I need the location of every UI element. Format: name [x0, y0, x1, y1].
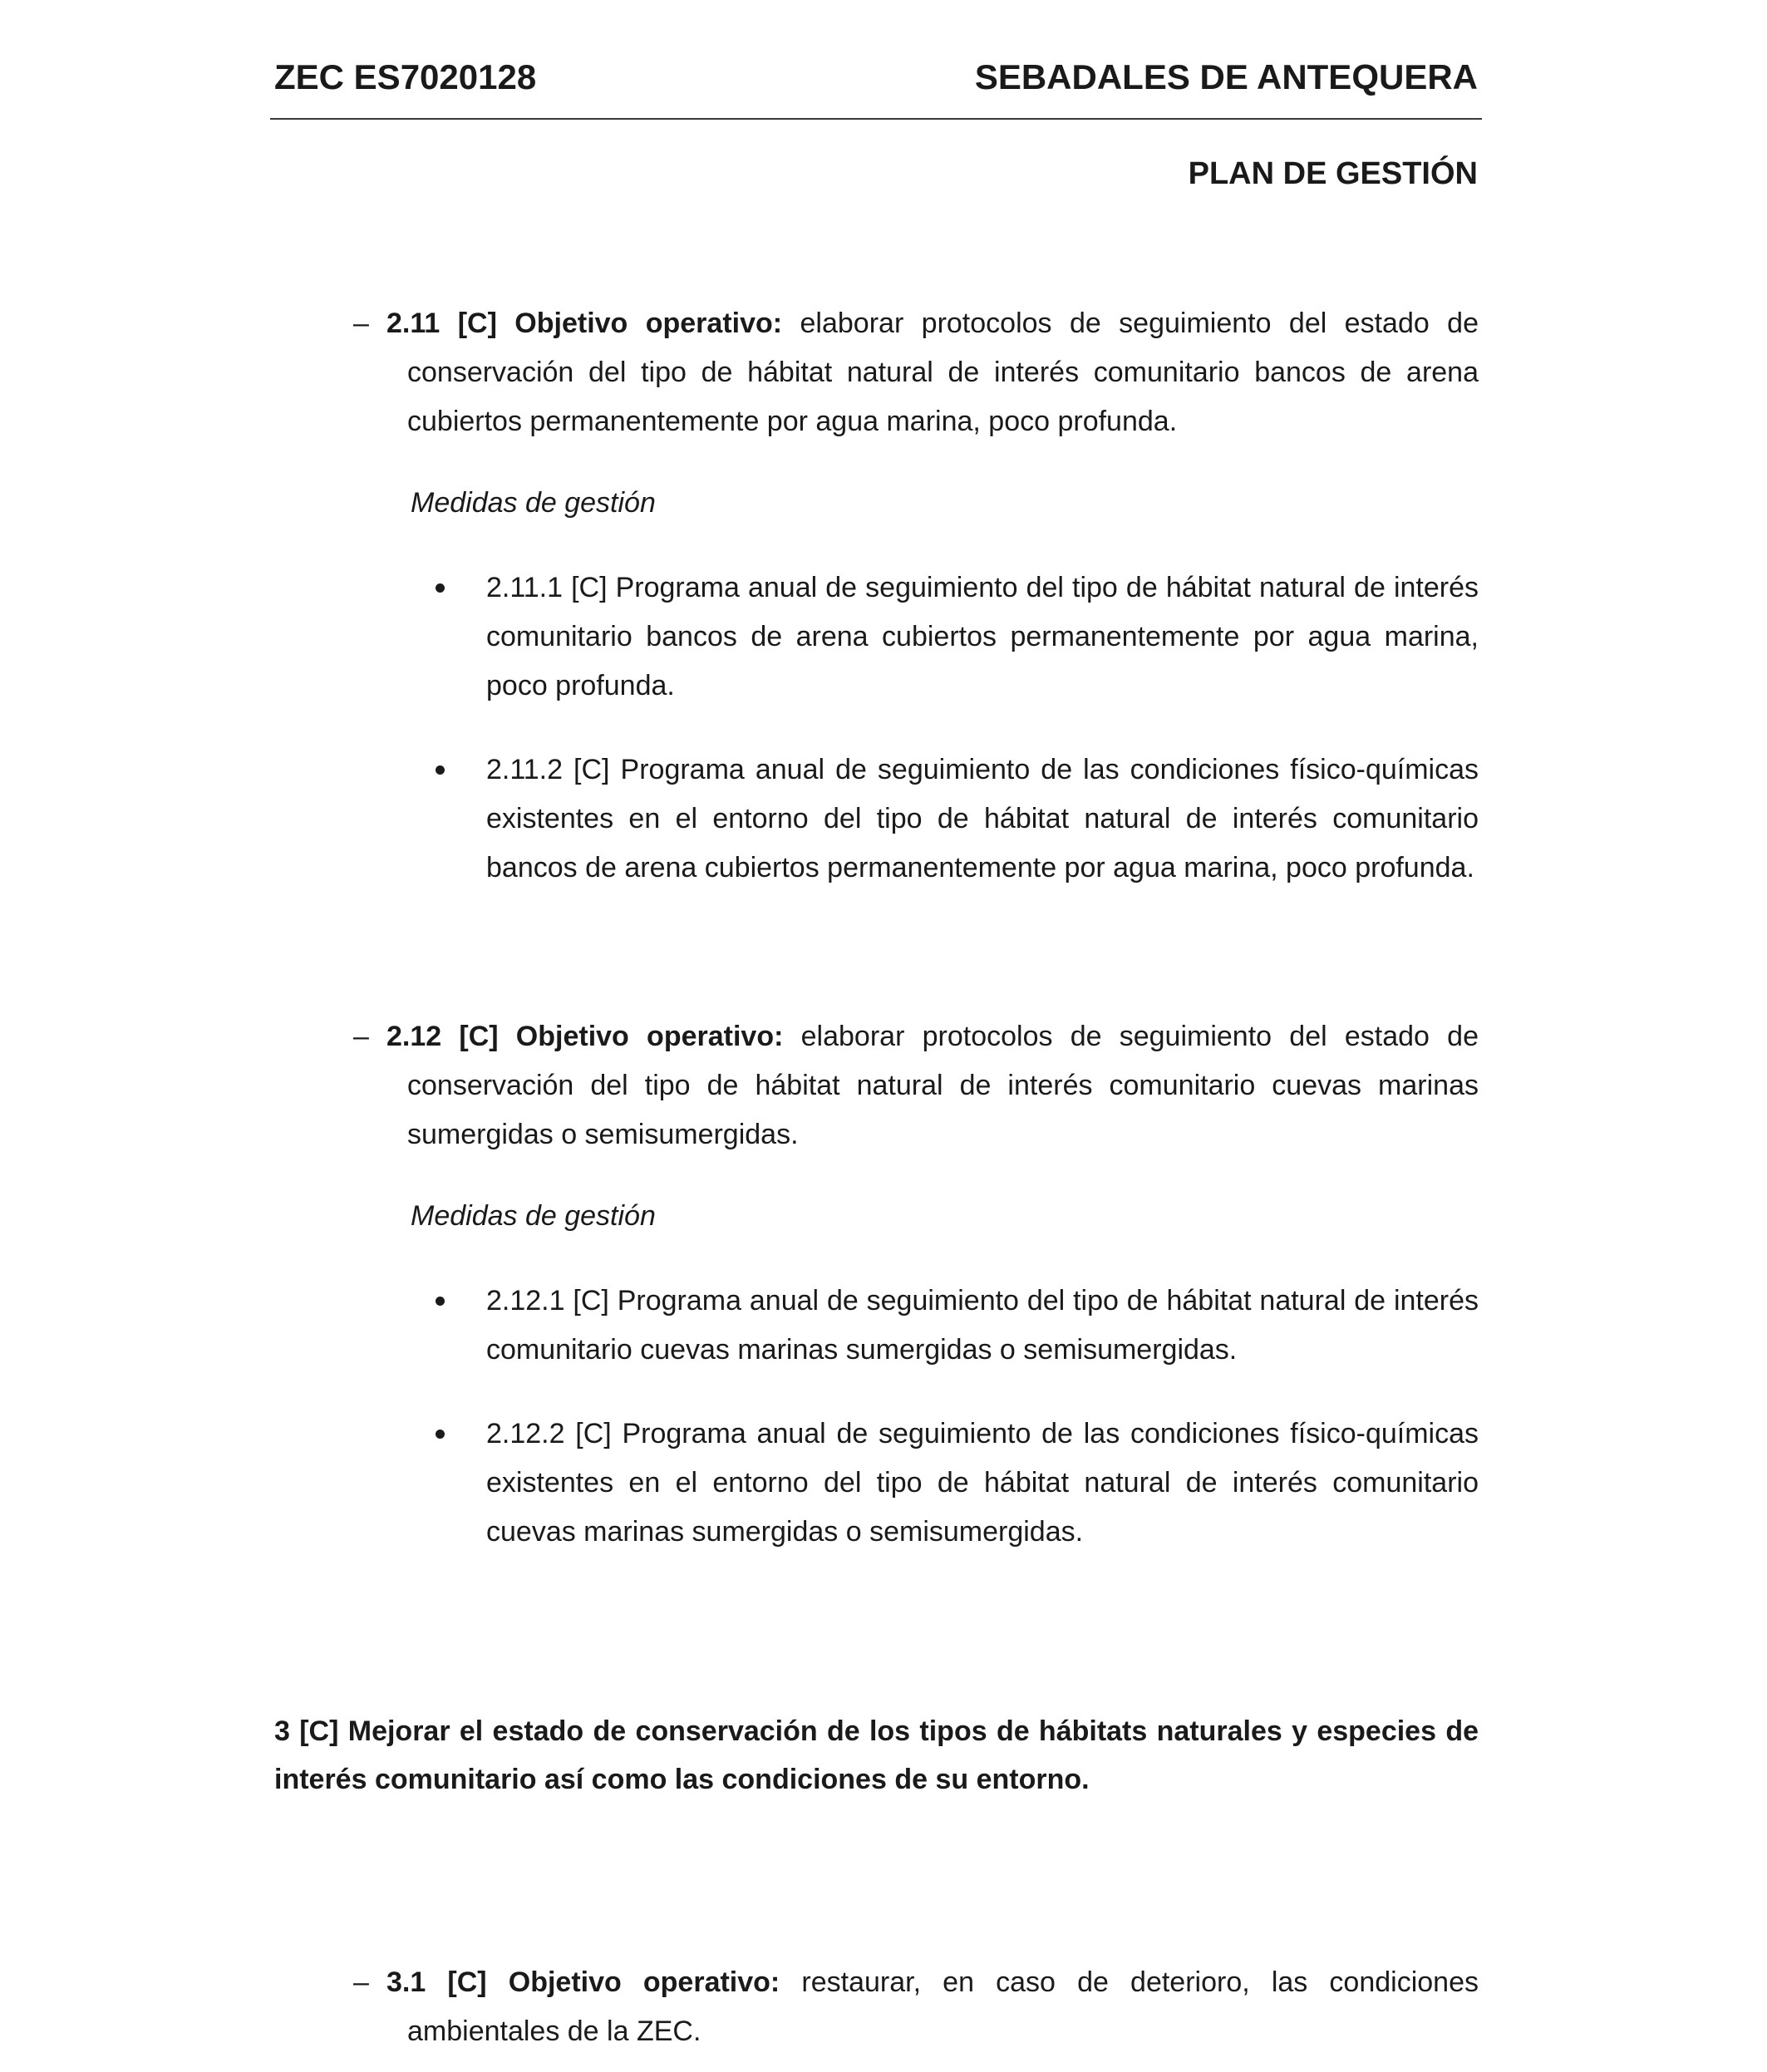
header-plan-title: PLAN DE GESTIÓN [1188, 156, 1478, 191]
objective-text: elaborar protocolos de seguimiento del estado de conservación del tipo de hábitat natural de interés comunitario bancos de arena cubiertos permanentemente por agua marina, poco profunda. [407, 308, 1479, 437]
measure-text: 2.11.2 [C] Programa anual de seguimiento de las condiciones físico-químicas existentes en el entorno del tipo de hábitat natural de interés comunitario bancos de arena cubiertos permanentemente por agua marina, poco profunda. [486, 754, 1479, 883]
measure-2-11-1 [486, 564, 1479, 711]
dash-marker: – [353, 1021, 369, 1052]
objective-text: elaborar protocolos de seguimiento del estado de conservación del tipo de hábitat natural de interés comunitario cuevas marinas sumergidas o semisumergidas. [407, 1021, 1479, 1150]
bullet-icon [436, 1430, 445, 1439]
dash-marker: – [353, 1966, 369, 1998]
bullet-icon [436, 1297, 445, 1306]
objective-code: 2.11 [C] Objetivo operativo: [386, 308, 783, 339]
bullet-icon [436, 583, 445, 593]
measure-2-12-1 [486, 1277, 1479, 1375]
measure-2-12-2 [486, 1410, 1479, 1557]
objective-3-1 [353, 1958, 1479, 2056]
measures-heading-2-12: Medidas de gestión [411, 1200, 656, 1232]
measures-heading-2-11: Medidas de gestión [411, 487, 656, 519]
objective-text: restaurar, en caso de deterioro, las condiciones ambientales de la ZEC. [407, 1966, 1479, 2047]
objective-code: 2.12 [C] Objetivo operativo: [386, 1021, 784, 1052]
measure-text: 2.12.1 [C] Programa anual de seguimiento del tipo de hábitat natural de interés comunitario cuevas marinas sumergidas o semisumergidas. [486, 1285, 1479, 1366]
objective-2-12 [353, 1012, 1479, 1159]
bullet-icon [436, 765, 445, 775]
objective-code: 3.1 [C] Objetivo operativo: [386, 1966, 780, 1998]
objective-2-11 [353, 299, 1479, 446]
measure-2-11-2 [486, 746, 1479, 893]
goal-3-heading: 3 [C] Mejorar el estado de conservación de los tipos de hábitats naturales y especies de interés comunitario así como las condiciones de su entorno. [274, 1715, 1479, 1795]
measure-text: 2.12.2 [C] Programa anual de seguimiento de las condiciones físico-químicas existentes en el entorno del tipo de hábitat natural de interés comunitario cuevas marinas sumergidas o semisumergidas. [486, 1418, 1479, 1548]
header-site-code: ZEC ES7020128 [274, 57, 537, 96]
dash-marker: – [353, 308, 369, 339]
measure-text: 2.11.1 [C] Programa anual de seguimiento del tipo de hábitat natural de interés comunitario bancos de arena cubiertos permanentemente por agua marina, poco profunda. [486, 572, 1479, 701]
header-divider [270, 118, 1482, 120]
header-site-name: SEBADALES DE ANTEQUERA [974, 57, 1478, 96]
